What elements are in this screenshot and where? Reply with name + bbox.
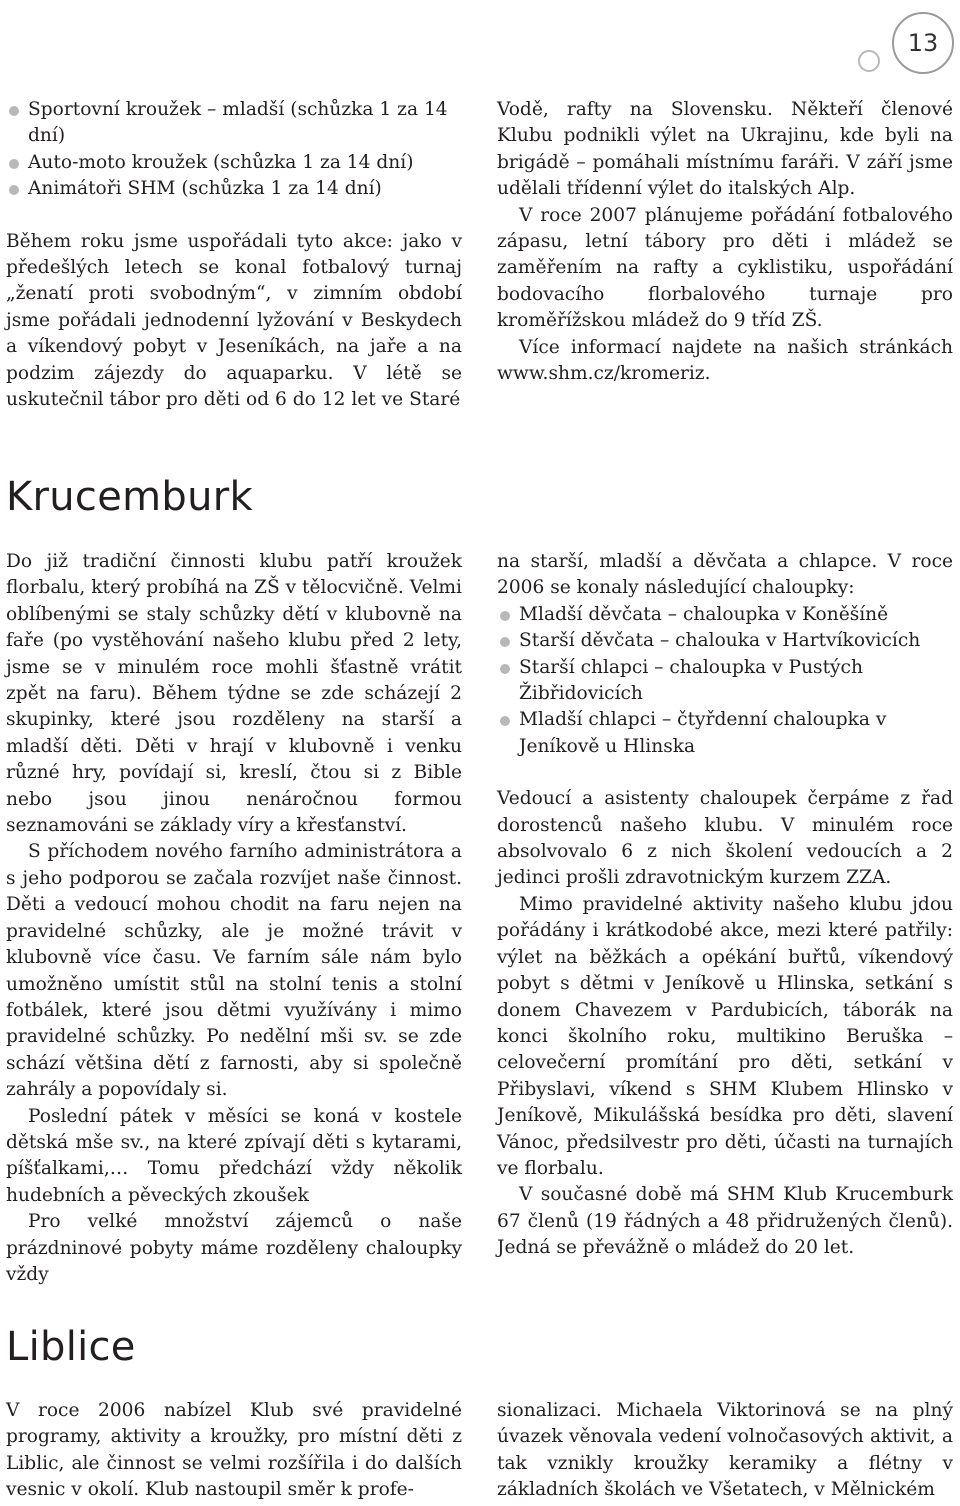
krucemburk-left-column — [6, 549, 462, 1288]
intro-right-column — [497, 97, 953, 387]
bullet-dot-icon — [500, 637, 510, 647]
decorative-circle — [858, 50, 880, 72]
paragraph: Více informací najdete na našich stránkách www.shm.cz/kromeriz. — [497, 336, 953, 385]
bullet-dot-icon — [500, 716, 510, 726]
krucemburk-right-column — [497, 549, 953, 1262]
page-number-badge — [856, 4, 960, 84]
list-item: Auto-moto kroužek (schůzka 1 za 14 dní) — [6, 150, 462, 176]
paragraph: Do již tradiční činnosti klubu patří kroužek florbalu, který probíhá na ZŠ v tělocvičně. Velmi oblíbenými se staly schůzky dětí v klubovně na faře (po vystěhování našeho klubu před 2 lety, jsme se v minulém roce mohli šťastně vrátit zpět na faru). Během týdne se zde scházejí 2 skupinky, které jsou rozděleny na starší a mladší děti. Děti v hrají v klubovně i venku různé hry, povídají si, kreslí, čtou si z Bible nebo jsou jinou nenáročnou formou seznamováni se základy víry a křesťanství. — [6, 551, 462, 837]
paragraph: S příchodem nového farního administrátora a s jeho podporou se začala rozvíjet naše činnost. Děti a vedoucí mohou chodit na faru nejen na pravidelné schůzky, ale je možné trávit v klubovně více času. Ve farním sále nám bylo umožněno umístit stůl na stolní tenis a stolní fotbálek, které jsou dětmi využívány i mimo pravidelné schůzky. Po nedělní mši sv. se zde schází většina dětí z farnosti, aby si společně zahrály a popovídaly si. — [6, 841, 462, 1101]
paragraph: sionalizaci. Michaela Viktorinová se na plný úvazek věnovala vedení volnočasových aktivit, a tak vznikly kroužky keramiky a flétny v základních školách ve Všetatech, v Mělnickém — [497, 1400, 953, 1501]
bullet-dot-icon — [500, 664, 510, 674]
list-item: Mladší děvčata – chaloupka v Koněšíně — [497, 602, 953, 628]
paragraph: V současné době má SHM Klub Krucemburk 67 členů (19 řádných a 48 přidružených členů). Jedná se převážně o mládež do 20 let. — [497, 1184, 953, 1259]
section-heading-liblice: Liblice — [6, 1324, 136, 1370]
bullet-dot-icon — [9, 106, 19, 116]
paragraph: Poslední pátek v měsíci se koná v kostele dětská mše sv., na které zpívají děti s kytarami, píšťalkami,… Tomu předchází vždy několik hudebních a pěveckých zkoušek — [6, 1105, 462, 1206]
paragraph: Mimo pravidelné aktivity našeho klubu jdou pořádány i krátkodobé akce, mezi které patřily: výlet na běžkách a opékání buřtů, víkendový pobyt s dětmi v Jeníkově u Hlinska, setkání s donem Chavezem v Pardubicích, táborák na konci školního roku, multikino Beruška – celovečerní promítání pro děti, setkání v Přibyslavi, víkend s SHM Klubem Hlinsko v Jeníkově, Mikulášská besídka pro děti, slavení Vánoc, předsilvestr pro děti, účasti na turnajích ve florbalu. — [497, 893, 953, 1179]
paragraph: V roce 2007 plánujeme pořádání fotbalového zápasu, letní tábory pro děti i mládež se zaměřením na rafty a cyklistiku, uspořádání bodovacího florbalového turnaje pro kroměřížskou mládež do 9 tříd ZŠ. — [497, 204, 953, 332]
paragraph: Během roku jsme uspořádali tyto akce: jako v předešlých letech se konal fotbalový turnaj „ženatí proti svobodným“, v zimním období jsme pořádali jednodenní lyžování v Beskydech a víkendový pobyt v Jeseníkách, na jaře a na podzim zájezdy do aquaparku. V létě se uskutečnil tábor pro děti od 6 do 12 let ve Staré — [6, 230, 462, 411]
liblice-left-column — [6, 1398, 462, 1504]
bullet-dot-icon — [9, 185, 19, 195]
paragraph: V roce 2006 nabízel Klub své pravidelné programy, aktivity a kroužky, pro místní děti z Liblic, ale činnost se velmi rozšířila i do dalších vesnic v okolí. Klub nastoupil směr k profe- — [6, 1400, 462, 1501]
list-item: Animátoři SHM (schůzka 1 za 14 dní) — [6, 176, 462, 202]
paragraph: Vodě, rafty na Slovensku. Někteří členové Klubu podnikli výlet na Ukrajinu, kde byli na brigádě – pomáhali místnímu faráři. V září jsme udělali třídenní výlet do italských Alp. — [497, 99, 953, 200]
paragraph: Vedoucí a asistenty chaloupek čerpáme z řad dorostenců našeho klubu. V minulém roce absolvovalo 6 z nich školení vedoucích a 2 jedinci prošli zdravotnickým kurzem ZZA. — [497, 788, 953, 889]
list-item: Sportovní kroužek – mladší (schůzka 1 za 14 dní) — [6, 97, 462, 150]
section-heading-krucemburk: Krucemburk — [6, 474, 253, 520]
list-item: Mladší chlapci – čtyřdenní chaloupka v Jeníkově u Hlinska — [497, 707, 953, 760]
page-number: 13 — [892, 12, 954, 74]
list-item: Starší chlapci – chaloupka v Pustých Žibřidovicích — [497, 655, 953, 708]
list-item: Starší děvčata – chalouka v Hartvíkovicích — [497, 628, 953, 654]
bullet-dot-icon — [500, 611, 510, 621]
liblice-right-column — [497, 1398, 953, 1504]
paragraph: Pro velké množství zájemců o naše prázdninové pobyty máme rozděleny chaloupky vždy — [6, 1211, 462, 1285]
intro-left-column — [6, 97, 462, 413]
bullet-dot-icon — [9, 159, 19, 169]
paragraph: na starší, mladší a děvčata a chlapce. V roce 2006 se konaly následující chaloupky: — [497, 551, 953, 599]
